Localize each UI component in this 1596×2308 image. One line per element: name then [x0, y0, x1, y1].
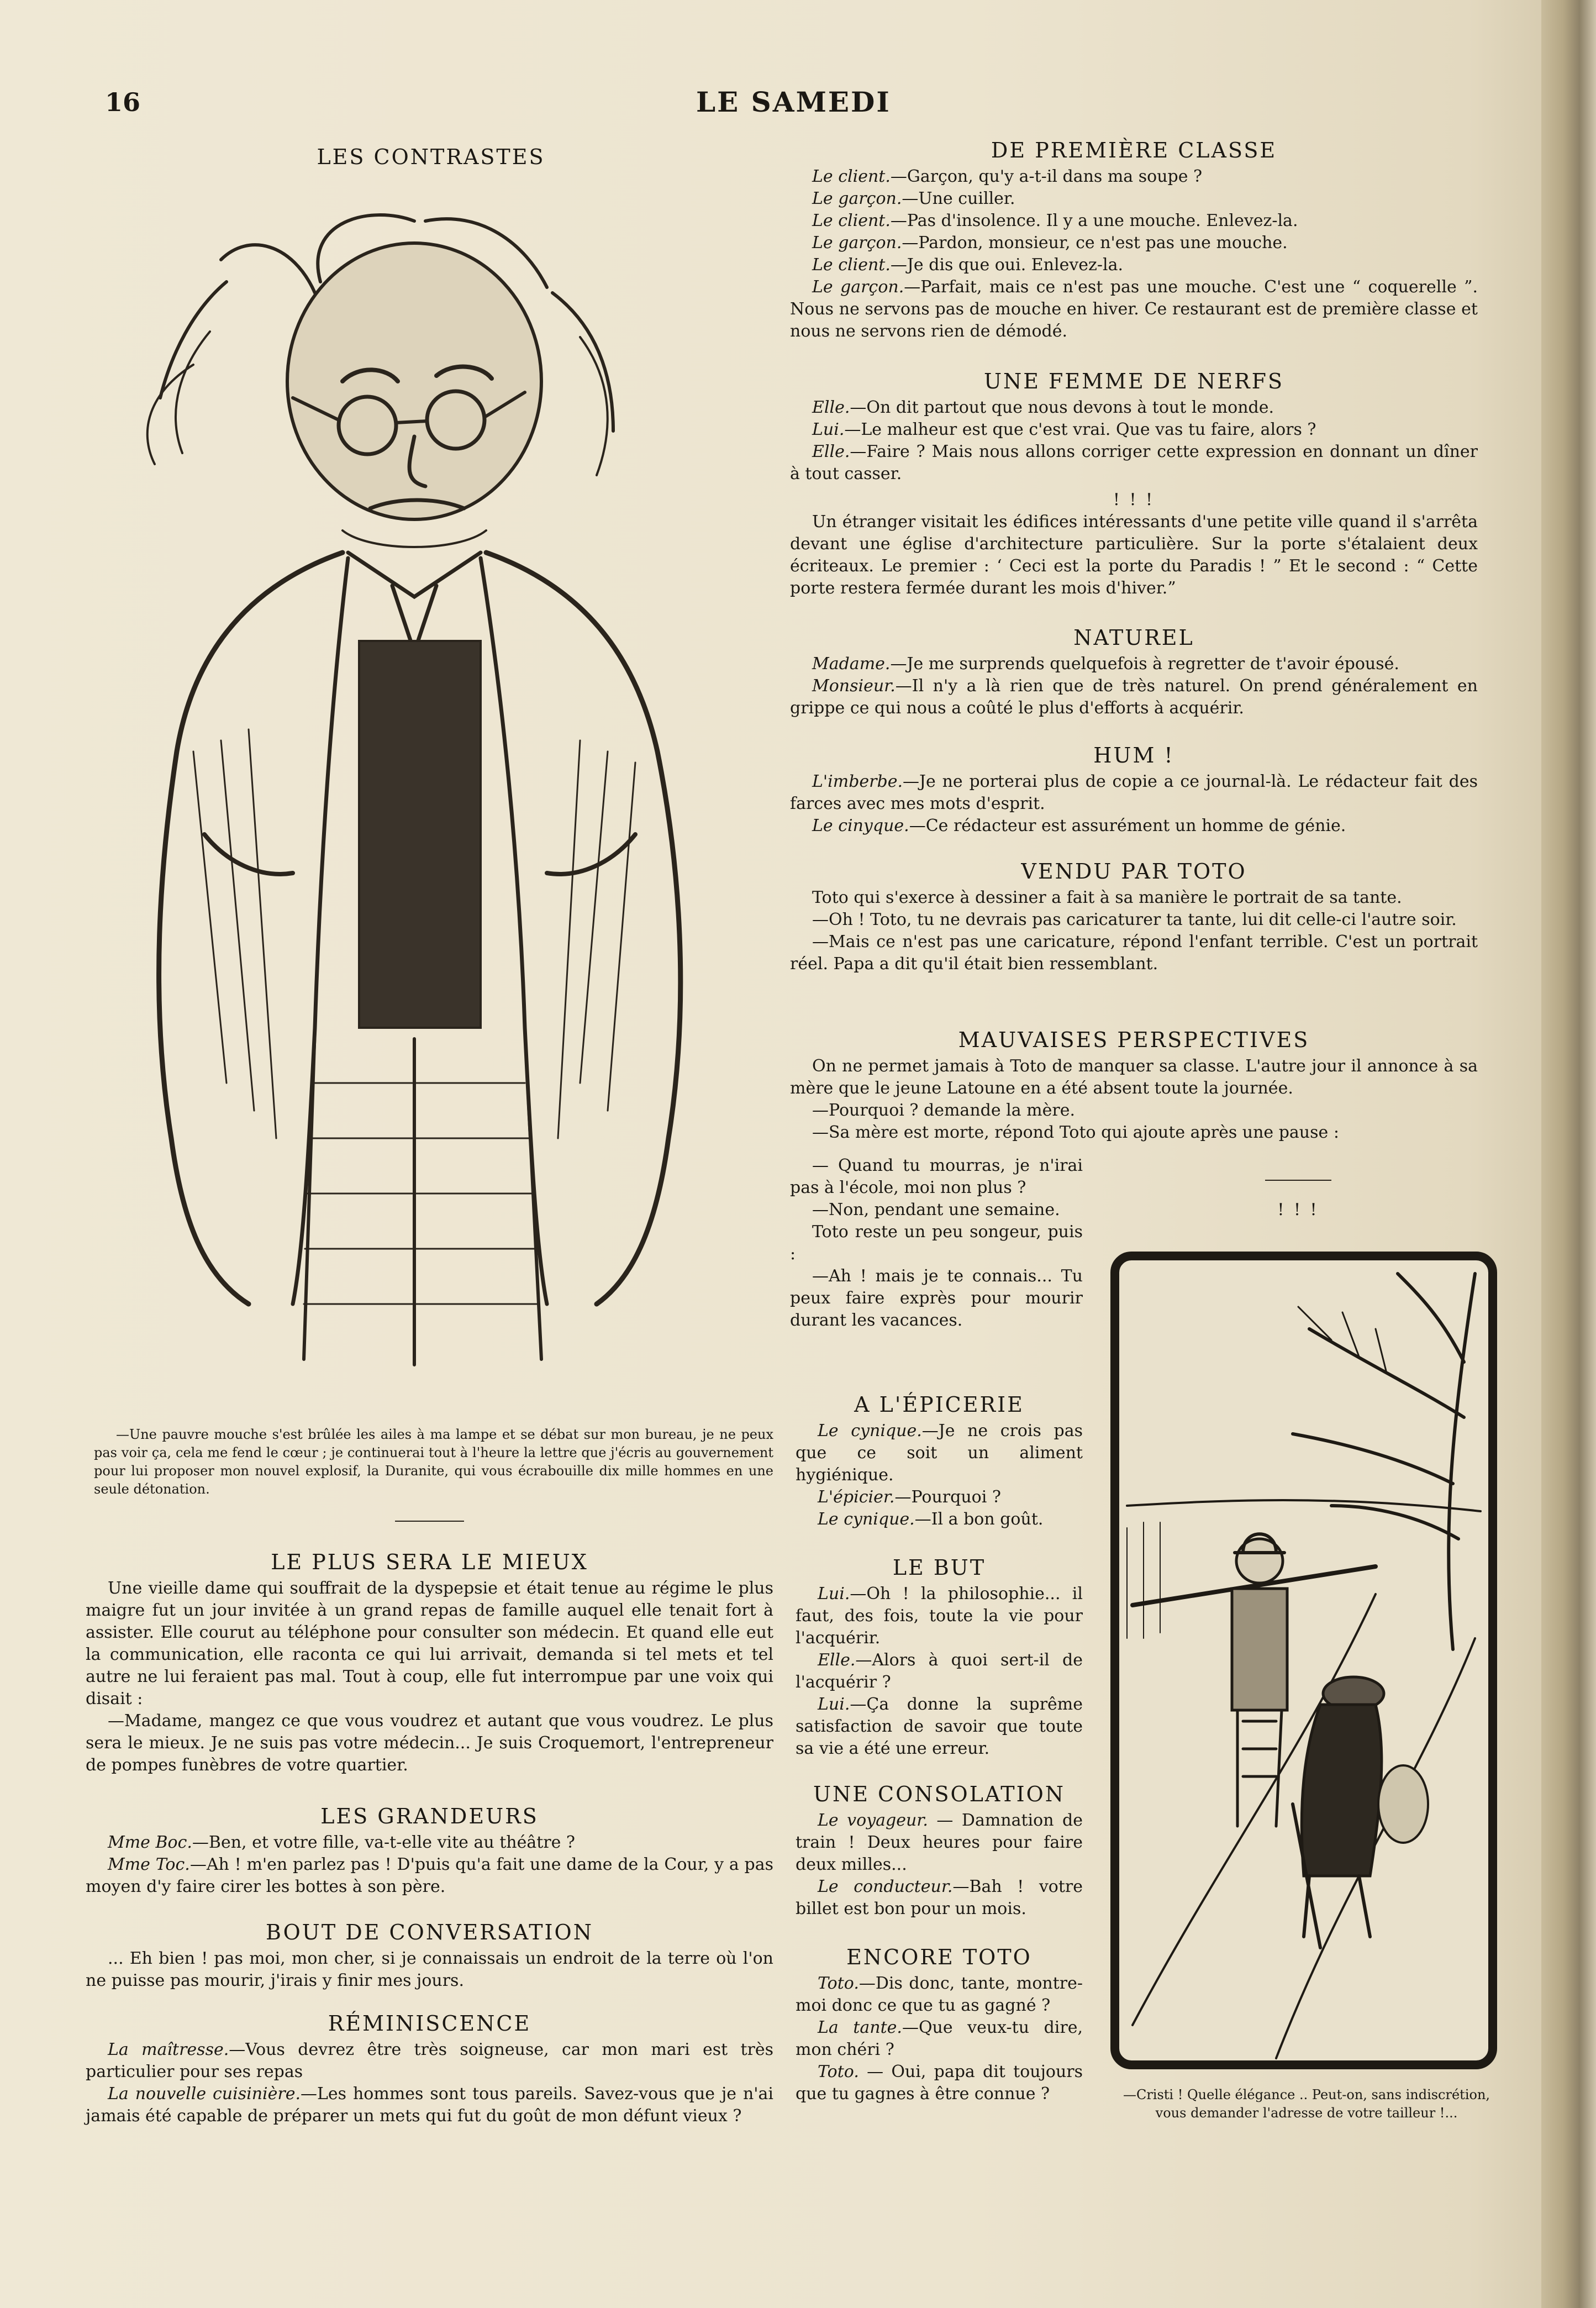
premiere-line-5: —Je dis que oui. Enlevez-la.	[890, 255, 1124, 275]
mauvaises-section	[790, 1028, 1478, 1144]
caption-left-text: —Une pauvre mouche s'est brûlée les ailes à ma lampe et se débat sur mon bureau, je ne peux pas voir ça, cela me fend le cœur ; je continuerai tout à l'heure la lettre que j'écris au gouvernement pour lui proposer mon nouvel explosif, la Duranite, qui vous écrabouille dix mille hommes en une seule détonation.	[94, 1427, 773, 1497]
premiere-heading: DE PREMIÈRE CLASSE	[991, 138, 1277, 162]
encore-speaker-2: La tante.	[818, 2018, 902, 2037]
mauvaises-p6: Toto reste un peu songeur, puis :	[790, 1222, 1083, 1264]
left-divider	[395, 1521, 464, 1522]
right-divider	[1265, 1180, 1331, 1181]
consolation-line-1: — Damnation de train ! Deux heures pour faire deux milles...	[796, 1811, 1083, 1874]
caption-right-text: —Cristi ! Quelle élégance .. Peut-on, sans indiscrétion, vous demander l'adresse de votre tailleur !...	[1123, 2087, 1490, 2121]
but-speaker-2: Elle.	[818, 1650, 856, 1670]
scarecrow-illustration	[1110, 1252, 1497, 2069]
but-speaker-1: Lui.	[818, 1584, 850, 1603]
reminiscence-heading: RÉMINISCENCE	[328, 2011, 531, 2036]
vendu-section	[790, 859, 1478, 975]
encore-line-2: —Que veux-tu dire, mon chéri ?	[796, 2018, 1083, 2059]
page-number: 16	[105, 87, 141, 117]
but-line-3: —Ça donne la suprême satisfaction de savoir que toute sa vie a été une erreur.	[796, 1695, 1083, 1758]
premiere-line-6: —Parfait, mais ce n'est pas une mouche. C'est une “ coquerelle ”. Nous ne servons pas de mouche en hiver. Ce restaurant est de première classe et nous ne servons rien de démodé.	[790, 277, 1478, 341]
epicerie-line-3: —Il a bon goût.	[914, 1510, 1044, 1529]
encore-section	[796, 1945, 1083, 2105]
vendu-p1: Toto qui s'exerce à dessiner a fait à sa manière le portrait de sa tante.	[812, 888, 1402, 907]
hum-speaker-1: L'imberbe.	[812, 772, 903, 791]
femme-line-2: —Le malheur est que c'est vrai. Que vas tu faire, alors ?	[844, 420, 1316, 439]
but-line-2: —Alors à quoi sert-il de l'acquérir ?	[796, 1650, 1083, 1692]
caption-left	[94, 1426, 773, 1499]
vendu-p2: —Oh ! Toto, tu ne devrais pas caricaturer ta tante, lui dit celle-ci l'autre soir.	[812, 910, 1457, 929]
femme-line-1: —On dit partout que nous devons à tout le monde.	[850, 398, 1274, 417]
reminiscence-speaker-1: La maîtresse.	[108, 2040, 229, 2059]
caricature-illustration	[83, 199, 762, 1398]
grandeurs-section	[86, 1804, 773, 1898]
femme-heading: UNE FEMME DE NERFS	[983, 369, 1284, 393]
encore-speaker-1: Toto.	[818, 1974, 859, 1993]
epicerie-line-2: —Pourquoi ?	[894, 1487, 1001, 1507]
encore-line-3: — Oui, papa dit toujours que tu gagnes à être connue ?	[796, 2062, 1083, 2104]
naturel-section	[790, 625, 1478, 719]
reminiscence-line-1: —Vous devrez être très soigneuse, car mon mari est très particulier pour ses repas	[86, 2040, 773, 2081]
contrastes-heading: LES CONTRASTES	[317, 145, 545, 169]
consolation-speaker-2: Le conducteur.	[818, 1877, 953, 1896]
epicerie-speaker-2: L'épicier.	[818, 1487, 895, 1507]
epicerie-line-1: —Je ne crois pas que ce soit un aliment hygiénique.	[796, 1421, 1083, 1485]
bout-section	[86, 1920, 773, 1992]
bout-p1: ... Eh bien ! pas moi, mon cher, si je connaissais un endroit de la terre où l'on ne puisse pas mourir, j'irais y finir mes jours.	[86, 1949, 773, 1990]
but-section	[796, 1555, 1083, 1760]
epicerie-speaker-1: Le cynique.	[818, 1421, 922, 1440]
femme-speaker-1: Elle.	[812, 398, 850, 417]
plus-sera-p2: —Madame, mangez ce que vous voudrez et autant que vous voudrez. Le plus sera le mieux. Je ne suis pas votre médecin... Je suis Croquemort, l'entrepreneur de pompes funèbres de votre quartier.	[86, 1711, 773, 1775]
hum-heading: HUM !	[1093, 743, 1174, 767]
epicerie-speaker-3: Le cynique.	[818, 1510, 915, 1529]
consolation-section	[796, 1782, 1083, 1920]
binding-edge	[1541, 0, 1596, 2308]
plus-sera-heading: LE PLUS SERA LE MIEUX	[271, 1550, 588, 1574]
right-marks	[1243, 1199, 1353, 1221]
mauvaises-heading: MAUVAISES PERSPECTIVES	[958, 1028, 1310, 1052]
consolation-heading: UNE CONSOLATION	[813, 1782, 1066, 1806]
etranger-section	[790, 489, 1478, 600]
plus-sera-p1: Une vieille dame qui souffrait de la dyspepsie et était tenue au régime le plus maigre fut un jour invitée à un grand repas de famille auquel elle tenait fort à assister. Elle courut au téléphone pour consulter son médecin. Et quand elle eut la communication, elle raconta ce qui lui arrivait, demanda si tel mets et tel autre ne lui feraient pas mal. Tout à coup, elle fut interrompue par une voix qui disait :	[86, 1579, 773, 1708]
reminiscence-line-2: —Les hommes sont tous pareils. Savez-vous que je n'ai jamais été capable de préparer un mets qui fut du goût de mon défunt vieux ?	[86, 2084, 773, 2126]
premiere-speaker-4: Le garçon.	[812, 233, 902, 253]
encore-line-1: —Dis donc, tante, montre-moi donc ce que tu as gagné ?	[796, 1974, 1083, 2015]
femme-line-3: —Faire ? Mais nous allons corriger cette expression en donnant un dîner à tout casser.	[790, 442, 1478, 483]
premiere-speaker-1: Le client.	[812, 167, 891, 186]
mauvaises-continued	[790, 1155, 1083, 1332]
reminiscence-section	[86, 2011, 773, 2127]
premiere-speaker-2: Le garçon.	[812, 189, 902, 208]
mauvaises-p4: — Quand tu mourras, je n'irai pas à l'école, moi non plus ?	[790, 1156, 1083, 1197]
naturel-speaker-2: Monsieur.	[812, 676, 896, 696]
premiere-speaker-5: Le client.	[812, 255, 891, 275]
vendu-heading: VENDU PAR TOTO	[1021, 859, 1247, 884]
reminiscence-speaker-2: La nouvelle cuisinière.	[108, 2084, 301, 2104]
mauvaises-p7: —Ah ! mais je te connais... Tu peux faire exprès pour mourir durant les vacances.	[790, 1266, 1083, 1330]
mauvaises-p3: —Sa mère est morte, répond Toto qui ajoute après une pause :	[812, 1123, 1339, 1142]
grandeurs-line-2: —Ah ! m'en parlez pas ! D'puis qu'a fait une dame de la Cour, y a pas moyen d'y faire cirer les bottes à son père.	[86, 1855, 773, 1896]
epicerie-heading: A L'ÉPICERIE	[854, 1392, 1024, 1417]
premiere-line-3: —Pas d'insolence. Il y a une mouche. Enlevez-la.	[890, 211, 1298, 230]
premiere-speaker-6: Le garçon.	[812, 277, 904, 297]
but-speaker-3: Lui.	[818, 1695, 850, 1714]
grandeurs-speaker-1: Mme Boc.	[108, 1833, 192, 1852]
hum-line-1: —Je ne porterai plus de copie a ce journal-là. Le rédacteur fait des farces avec mes mots d'esprit.	[790, 772, 1478, 813]
right-marks-text: ! ! !	[1277, 1200, 1319, 1219]
hum-line-2: —Ce rédacteur est assurément un homme de génie.	[909, 816, 1346, 835]
encore-heading: ENCORE TOTO	[846, 1945, 1032, 1969]
contrastes-section	[110, 145, 751, 172]
consolation-speaker-1: Le voyageur.	[818, 1811, 928, 1830]
femme-speaker-3: Elle.	[812, 442, 850, 461]
vendu-p3: —Mais ce n'est pas une caricature, répond l'enfant terrible. C'est un portrait réel. Papa a dit qu'il était bien ressemblant.	[790, 932, 1478, 974]
naturel-speaker-1: Madame.	[812, 654, 891, 674]
etranger-p1: Un étranger visitait les édifices intéressants d'une petite ville quand il s'arrêta devant une église d'architecture particulière. Sur la porte s'étalaient deux écriteaux. Le premier : ‘ Ceci est la porte du Paradis ! ” Et le second : “ Cette porte restera fermée durant les mois d'hiver.”	[790, 512, 1478, 598]
epicerie-section	[796, 1392, 1083, 1531]
mauvaises-p2: —Pourquoi ? demande la mère.	[812, 1101, 1075, 1120]
grandeurs-line-1: —Ben, et votre fille, va-t-elle vite au théâtre ?	[192, 1833, 575, 1852]
premiere-line-1: —Garçon, qu'y a-t-il dans ma soupe ?	[890, 167, 1203, 186]
grandeurs-heading: LES GRANDEURS	[320, 1804, 539, 1828]
premiere-section	[790, 138, 1478, 343]
but-heading: LE BUT	[892, 1555, 986, 1580]
bout-heading: BOUT DE CONVERSATION	[266, 1920, 593, 1944]
naturel-heading: NATUREL	[1073, 625, 1194, 650]
consolation-line-2: —Bah ! votre billet est bon pour un mois.	[796, 1877, 1083, 1918]
plus-sera-section	[86, 1550, 773, 1776]
masthead-title: LE SAMEDI	[696, 86, 891, 118]
hum-speaker-2: Le cinyque.	[812, 816, 909, 835]
premiere-line-4: —Pardon, monsieur, ce n'est pas une mouche.	[902, 233, 1288, 253]
mauvaises-p1: On ne permet jamais à Toto de manquer sa classe. L'autre jour il annonce à sa mère que le jeune Latoune en a été absent toute la journée.	[790, 1056, 1478, 1098]
encore-speaker-3: Toto.	[818, 2062, 859, 2081]
naturel-line-2: —Il n'y a là rien que de très naturel. On prend généralement en grippe ce qui nous a coûté le plus d'efforts à acquérir.	[790, 676, 1478, 718]
etranger-marks: ! ! !	[1113, 490, 1155, 509]
naturel-line-1: —Je me surprends quelquefois à regretter de t'avoir épousé.	[890, 654, 1399, 674]
caption-right	[1119, 2086, 1494, 2122]
but-line-1: —Oh ! la philosophie... il faut, des fois, toute la vie pour l'acquérir.	[796, 1584, 1083, 1648]
premiere-line-2: —Une cuiller.	[902, 189, 1015, 208]
grandeurs-speaker-2: Mme Toc.	[108, 1855, 190, 1874]
femme-section	[790, 369, 1478, 485]
premiere-speaker-3: Le client.	[812, 211, 891, 230]
hum-section	[790, 743, 1478, 837]
mauvaises-p5: —Non, pendant une semaine.	[812, 1200, 1060, 1219]
femme-speaker-2: Lui.	[812, 420, 845, 439]
